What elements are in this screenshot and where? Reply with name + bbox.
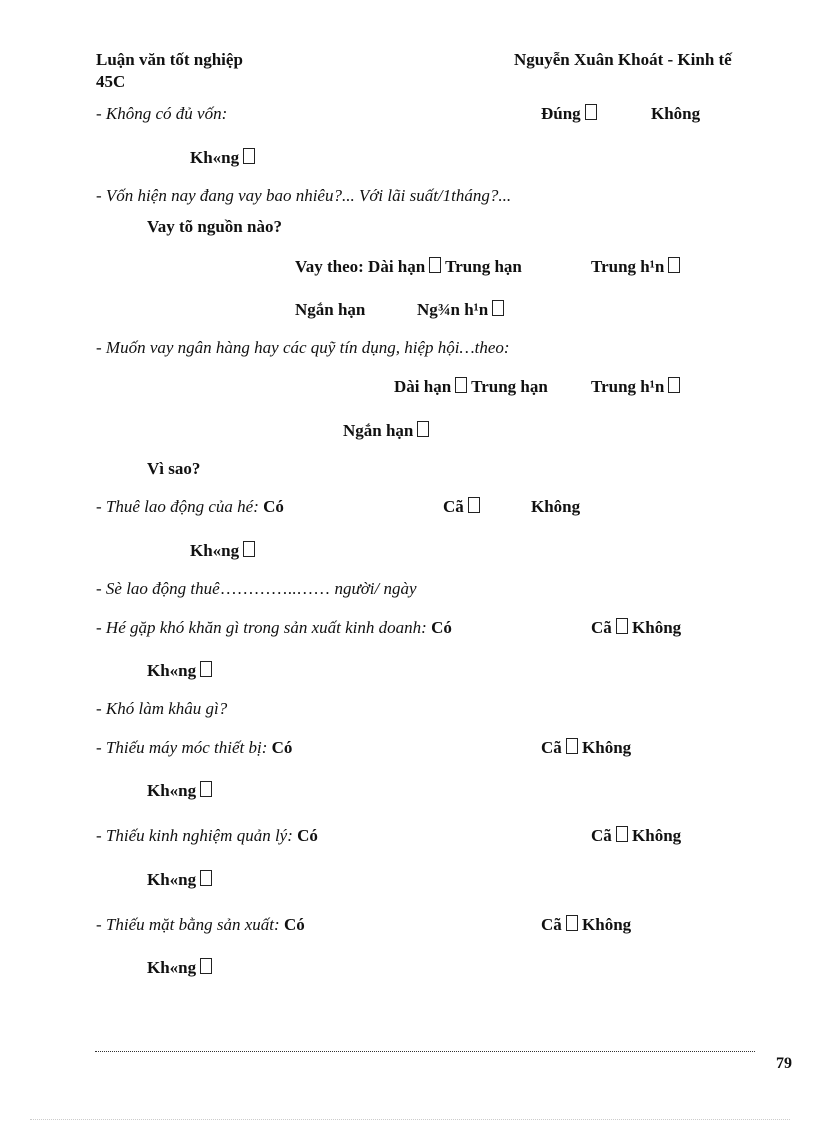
header-author: Nguyễn Xuân Khoát - Kinh tế [514, 50, 732, 69]
option-no: Không [651, 104, 701, 123]
option-yes-no: Cã Không [591, 618, 682, 637]
question-labor-count: - Sè lao động thuê…………..…… người/ ngày [96, 579, 417, 598]
option-no-alt: Kh«ng [147, 958, 212, 978]
checkbox[interactable] [243, 148, 255, 164]
preferred-term-options: Dài hạn Trung hạn [394, 377, 548, 396]
checkbox[interactable] [468, 497, 480, 513]
loan-term-short: Ngắn hạn [295, 300, 366, 319]
option-yes-no: Cã Không [541, 915, 632, 934]
question-hire-labor: - Thuê lao động của hé: Có [96, 497, 284, 516]
question-lack-management: - Thiếu kinh nghiệm quản lý: Có [96, 826, 318, 845]
page-number: 79 [776, 1055, 792, 1072]
question-lack-space: - Thiếu mặt bằng sản xuất: Có [96, 915, 305, 934]
option-yes: Cã [443, 497, 480, 517]
question-capital: - Không có đủ vốn: [96, 104, 228, 123]
option-no: Không [531, 497, 581, 516]
checkbox[interactable] [455, 377, 467, 393]
checkbox[interactable] [616, 618, 628, 634]
question-why: Vì sao? [147, 459, 201, 478]
header-title-left: Luận văn tốt nghiệp [96, 50, 243, 69]
checkbox[interactable] [243, 541, 255, 557]
option-no-alt: Kh«ng [190, 148, 255, 168]
loan-term-options: Vay theo: Dài hạn Trung hạn [295, 257, 522, 276]
checkbox[interactable] [200, 661, 212, 677]
option-no-alt: Kh«ng [147, 661, 212, 681]
checkbox[interactable] [566, 915, 578, 931]
checkbox[interactable] [585, 104, 597, 120]
question-lack-equipment: - Thiếu máy móc thiết bị: Có [96, 738, 293, 757]
option-yes-no: Cã Không [591, 826, 682, 845]
option-no-alt: Kh«ng [147, 781, 212, 801]
preferred-term-short: Ngắn hạn [343, 421, 429, 441]
option-yes: Đúng [541, 104, 597, 124]
footer-divider [95, 1051, 755, 1052]
option-no-alt: Kh«ng [147, 870, 212, 890]
option-no-alt: Kh«ng [190, 541, 255, 561]
checkbox[interactable] [668, 257, 680, 273]
loan-term-short-alt: Ng¾n h¹n [417, 300, 504, 320]
loan-term-medium-alt: Trung h¹n [591, 257, 680, 277]
checkbox[interactable] [200, 870, 212, 886]
checkbox[interactable] [200, 958, 212, 974]
question-loan-amount: - Vốn hiện nay đang vay bao nhiêu?... Với lãi suất/1tháng?... [96, 186, 512, 205]
checkbox[interactable] [668, 377, 680, 393]
checkbox[interactable] [566, 738, 578, 754]
page-edge-divider [30, 1119, 790, 1120]
question-hard-stage: - Khó làm khâu gì? [96, 699, 228, 718]
checkbox[interactable] [492, 300, 504, 316]
question-loan-source: Vay tõ nguồn nào? [147, 217, 282, 236]
option-yes-no: Cã Không [541, 738, 632, 757]
checkbox[interactable] [429, 257, 441, 273]
checkbox[interactable] [417, 421, 429, 437]
preferred-term-medium-alt: Trung h¹n [591, 377, 680, 397]
question-difficulties: - Hé gặp khó khăn gì trong sản xuất kinh doanh: Có [96, 618, 452, 637]
header-title-left-cont: 45C [96, 72, 126, 91]
checkbox[interactable] [200, 781, 212, 797]
question-loan-preference: - Muốn vay ngân hàng hay các quỹ tín dụng, hiệp hội…theo: [96, 338, 510, 357]
checkbox[interactable] [616, 826, 628, 842]
